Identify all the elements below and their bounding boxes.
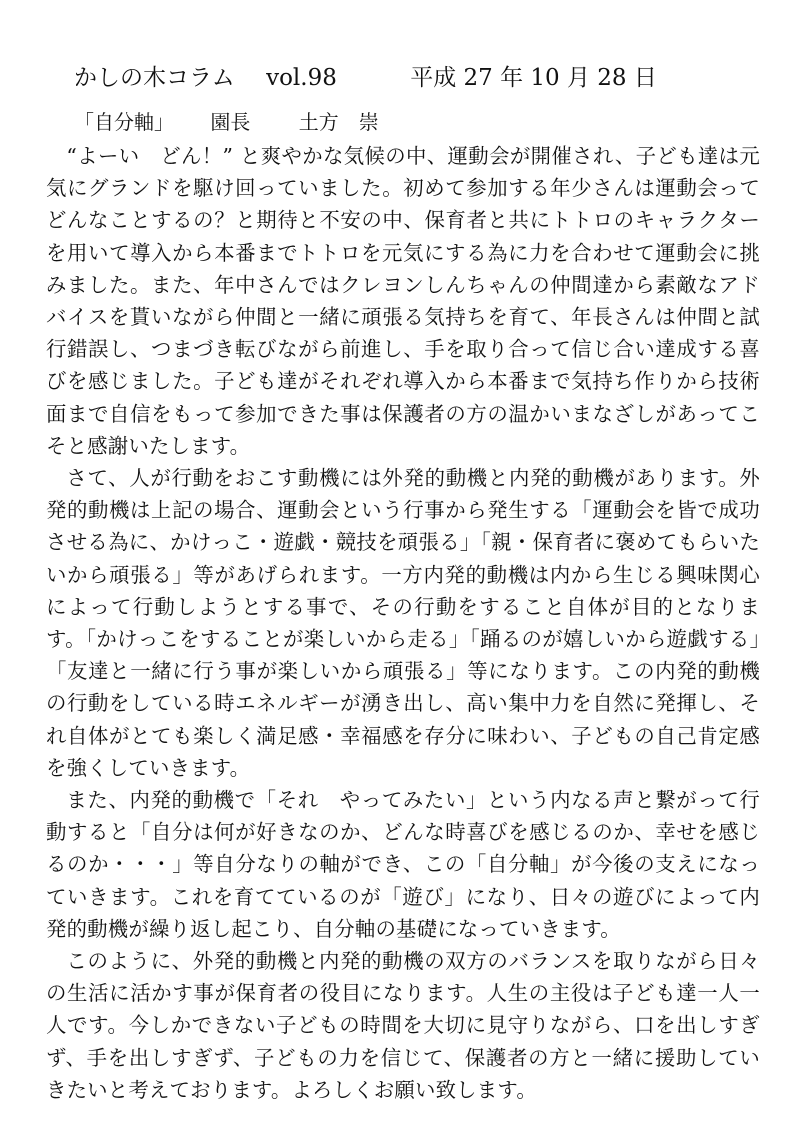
author-role: 園長 <box>210 110 251 134</box>
author-name: 土方 崇 <box>298 110 379 134</box>
body-paragraph: また、内発的動機で「それ やってみたい」という内なる声と繋がって行動すると「自分は何が好きなのか、どんな時喜びを感じるのか、幸せを感じるのか・・・」等自分なりの軸ができ、この「自分軸」が今後の支えになっていきます。これを育てているのが「遊び」になり、日々の遊びによって内発的動機が繰り返し起こり、自分軸の基礎になっていきます。 <box>46 788 760 941</box>
body-paragraph: さて、人が行動をおこす動機には外発的動機と内発的動機があります。外発的動機は上記の場合、運動会という行事から発生する「運動会を皆で成功させる為に、かけっこ・遊戯・競技を頑張る」「親・保育者に褒めてもらいたいから頑張る」等があげられます。一方内発的動機は内から生じる興味関心によって行動しようとする事で、その行動をすること自体が目的となります。「かけっこをすることが楽しいから走る」「踊るのが嬉しいから遊戯する」「友達と一緒に行う事が楽しいから頑張る」等になります。この内発的動機の行動をしている時エネルギーが湧き出し、高い集中力を自然に発揮し、それ自体がとても楽しく満足感・幸福感を存分に味わい、子どもの自己肯定感を強くしていきます。 <box>46 466 760 780</box>
column-body <box>46 140 760 1106</box>
issue-date: 平成 27 年 10 月 28 日 <box>410 65 657 91</box>
body-paragraph: “よーい どん！” と爽やかな気候の中、運動会が開催され、子ども達は元気にグランドを駆け回っていました。初めて参加する年少さんは運動会ってどんなことするの？と期待と不安の中、保育者と共にトトロのキャラクターを用いて導入から本番までトトロを元気にする為に力を合わせて運動会に挑みました。また、年中さんではクレヨンしんちゃんの仲間達から素敵なアドバイスを貰いながら仲間と一緒に頑張る気持ちを育て、年長さんは仲間と試行錯誤し、つまづき転びながら前進し、手を取り合って信じ合い達成する喜びを感じました。子ども達がそれぞれ導入から本番まで気持ち作りから技術面まで自信をもって参加できた事は保護者の方の温かいまなざしがあってこそと感謝いたします。 <box>46 144 760 458</box>
column-theme: 「自分軸」 <box>74 110 174 134</box>
column-name: かしの木コラム <box>74 65 235 91</box>
column-header <box>74 58 754 98</box>
volume-number: vol.98 <box>266 65 337 91</box>
body-paragraph: このように、外発的動機と内発的動機の双方のバランスを取りながら日々の生活に活かす事が保育者の役目になります。人生の主役は子ども達一人一人です。今しかできない子どもの時間を大切に見守りながら、口を出しすぎず、手を出しすぎず、子どもの力を信じて、保護者の方と一緒に援助していきたいと考えております。よろしくお願い致します。 <box>46 949 760 1102</box>
byline <box>74 106 379 138</box>
